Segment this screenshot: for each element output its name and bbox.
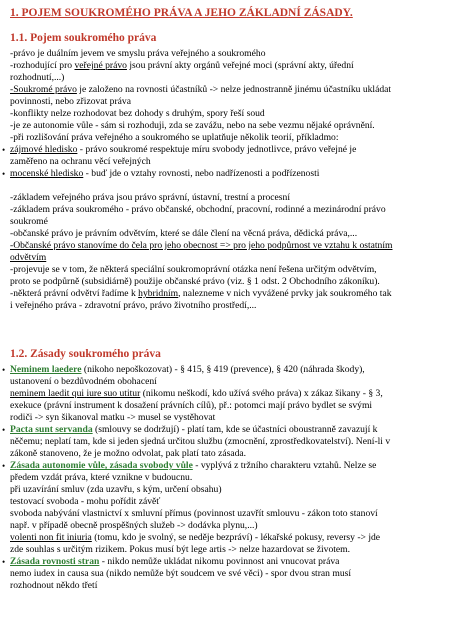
text-line: -při rozlišování práva veřejného a soukromého se uplatňuje několik teorií, příkladmo:: [10, 132, 339, 143]
text-line: -Soukromé právo je založeno na rovnosti účastníků -> nelze jednostranně jinému účastníku ukládat: [10, 84, 392, 95]
text-line: něčemu; neplatí tam, kde si jeden sjedná určitou službu (zmocnění, zprostředkovatelství). Není-li v: [10, 436, 391, 447]
term-soukrome-pravo: -Soukromé právo: [10, 84, 77, 95]
term-mocenske-hledisko: mocenské hledisko: [10, 168, 84, 179]
principle-pacta-sunt-servanda: Pacta sunt servanda: [10, 424, 93, 435]
principle-neminem-laedere: Neminem laedere: [10, 364, 82, 375]
text-line: -základem práva soukromého - právo občanské, obchodní, pracovní, rodinné a mezinárodní právo: [10, 204, 386, 215]
text-line: -právo je duálním jevem ve smyslu práva veřejného a soukromého: [10, 48, 266, 59]
principle-autonomie-vule: Zásada autonomie vůle, zásada svobody vůle: [10, 460, 193, 471]
term-volenti-non-fit-iniuria: volenti non fit iniuria: [10, 532, 92, 543]
text-line: proto se podpůrně (subsidiárně) použije občanské právo (viz. § 1 odst. 2 Obchodního zákoníku).: [10, 276, 380, 287]
text-line: testovací svoboda - mohu pořídit závěť: [10, 496, 161, 507]
text-line: volenti non fit iniuria (tomu, kdo je svolný, se neděje bezpráví) - lékařské pokusy, reversy -> jde: [10, 532, 381, 543]
bullet-item: zájmové hledisko - právo soukromé respektuje míru svobody jednotlivce, právo veřejné je: [10, 144, 357, 155]
principle-item: Zásada autonomie vůle, zásada svobody vůle - vyplývá z tržního charakteru vztahů. Nelze se: [10, 460, 377, 471]
text-line: soukromé: [10, 216, 48, 227]
text-line: -některá právní odvětví řadíme k hybridním, nalezneme v nich vyvážené prvky jak soukromého tak: [10, 288, 392, 299]
text-line: povinnosti, nebo zřizovat práva: [10, 96, 131, 107]
text-line: zde souhlas s určitým rizikem. Pokus musí být lege artis -> nelze hazardovat se životem.: [10, 544, 351, 555]
principle-item: Neminem laedere (nikoho nepoškozovat) - § 415, § 419 (prevence), § 420 (náhrada škody),: [10, 364, 365, 375]
term-verejne-pravo: veřejné právo: [74, 60, 127, 71]
text-line: předem vzdát práva, které vznikne v budoucnu.: [10, 472, 193, 483]
bullet-icon: •: [2, 365, 6, 375]
section-title-1-1: 1.1. Pojem soukromého práva: [10, 32, 157, 44]
term-hybridnim: hybridním: [138, 288, 179, 299]
principle-rovnosti-stran: Zásada rovnosti stran: [10, 556, 100, 567]
text-line: -konflikty nelze rozhodovat bez dohody s druhým, spory řeší soud: [10, 108, 265, 119]
text-line: rodiči -> syn šikanoval matku -> musel se vystěhovat: [10, 412, 216, 423]
term-neminem-laedit: neminem laedit qui iure suo utitur: [10, 388, 141, 399]
bullet-icon: •: [2, 557, 6, 567]
bullet-icon: •: [2, 169, 6, 179]
text-line: odvětvím: [10, 252, 47, 263]
text-line: např. v případě obecně prospěšných služeb -> dodávka plynu,...): [10, 520, 258, 531]
bullet-icon: •: [2, 425, 6, 435]
text-line: -Občanské právo stanovíme do čela pro jeho obecnost => pro jeho podpůrnost ve vztahu k ostatním: [10, 240, 393, 251]
text-line: -rozhodující pro veřejné právo jsou právní akty orgánů veřejné moci (správní akty, úřední: [10, 60, 354, 71]
text-line: -základem veřejného práva jsou právo správní, ústavní, trestní a procesní: [10, 192, 290, 203]
principle-item: Pacta sunt servanda (smlouvy se dodržují) - platí tam, kde se účastníci oboustranně zavazují k: [10, 424, 378, 435]
text-line: rozhodnutí,...): [10, 72, 65, 83]
principle-item: Zásada rovnosti stran - nikdo nemůže ukládat nikomu povinnost ani vnucovat práva: [10, 556, 340, 567]
text-line: nemo iudex in causa sua (nikdo nemůže být soudcem ve své věci) - spor dvou stran musí: [10, 568, 352, 579]
text-line: rozhodnout někdo třetí: [10, 580, 98, 591]
text-line: -projevuje se v tom, že některá speciální soukromoprávní otázka není řešena určitým odvětvím,: [10, 264, 377, 275]
text-line: i veřejného práva - zdravotní právo, právo životního prostředí,...: [10, 300, 257, 311]
text-line: ustanovení o bezdůvodném obohacení: [10, 376, 157, 387]
text-line: zákoně stanoveno, že je možno odvolat, pak platí tato zásada.: [10, 448, 247, 459]
text-line: exekuce (právní instrument k dosažení právních cílů), př.: potomci mají právo bydlet se svými: [10, 400, 373, 411]
bullet-icon: •: [2, 461, 6, 471]
document-heading: 1. POJEM SOUKROMÉHO PRÁVA A JEHO ZÁKLADNÍ ZÁSADY.: [10, 7, 353, 19]
bullet-icon: •: [2, 145, 6, 155]
text-line: -občanské právo je právním odvětvím, které se dále člení na věcná práva, dědická práva,...: [10, 228, 358, 239]
text-line: -je ze autonomie vůle - sám si rozhoduji, zda se zavážu, nebo na sebe vezmu nějaké oprávnění.: [10, 120, 375, 131]
text-line: při uzavírání smluv (zda uzavřu, s kým, určení obsahu): [10, 484, 222, 495]
section-title-1-2: 1.2. Zásady soukromého práva: [10, 348, 161, 360]
bullet-item: mocenské hledisko - buď jde o vztahy rovnosti, nebo nadřízenosti a podřízenosti: [10, 168, 320, 179]
text-line: neminem laedit qui iure suo utitur (nikomu neškodí, kdo užívá svého práva) x zákaz šikany - § 3,: [10, 388, 383, 399]
term-zajmove-hledisko: zájmové hledisko: [10, 144, 78, 155]
text-line: zaměřeno na ochranu věcí veřejných: [10, 156, 151, 167]
text-line: svoboda nabývání vlastnictví x smluvní přímus (povinnost uzavřít smlouvu - zákon toto stanoví: [10, 508, 378, 519]
